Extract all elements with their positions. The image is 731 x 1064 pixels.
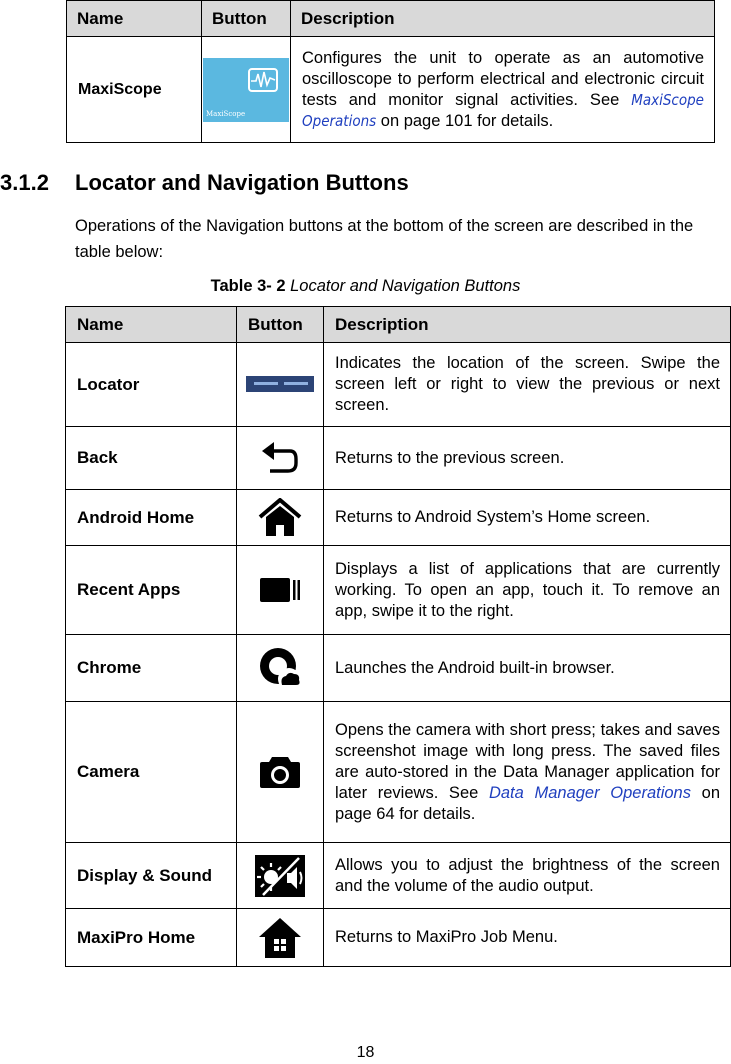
camera-icon[interactable] [259, 755, 301, 789]
row-description: Returns to the previous screen. [324, 427, 731, 490]
android-home-icon[interactable] [258, 498, 302, 538]
button-cell [237, 635, 324, 702]
row-name: Display & Sound [66, 843, 237, 909]
maxipro-home-icon[interactable] [258, 917, 302, 959]
button-cell [237, 427, 324, 490]
row-name: Camera [66, 702, 237, 843]
button-cell [237, 490, 324, 546]
table-row [66, 909, 731, 967]
row-description: Allows you to adjust the brightness of the screen and the volume of the audio output. [324, 843, 731, 909]
table-header-row [66, 307, 731, 343]
row-name: Android Home [66, 490, 237, 546]
navigation-buttons-table [65, 306, 731, 967]
row-name: MaxiScope [67, 37, 202, 143]
caption-label: Table 3- 2 [210, 277, 286, 295]
section-heading [0, 170, 409, 196]
table-caption [0, 277, 731, 296]
row-description: Returns to MaxiPro Job Menu. [324, 909, 731, 967]
row-name: Recent Apps [66, 546, 237, 635]
button-cell [237, 843, 324, 909]
data-manager-operations-link[interactable]: Data Manager Operations [488, 783, 691, 802]
locator-icon[interactable] [246, 376, 314, 392]
button-cell [237, 343, 324, 427]
apps-table [66, 0, 715, 143]
button-cell [237, 702, 324, 843]
recent-apps-icon[interactable] [260, 577, 300, 603]
column-header: Name [66, 307, 237, 343]
button-cell [202, 37, 291, 143]
row-description: Opens the camera with short press; takes and saves screenshot image with long press. The saved files are auto-stored in the Data Manager application for later reviews. See Data Manager Operations on page 64 for details. [324, 702, 731, 843]
page-number: 18 [356, 1044, 375, 1061]
table-row [66, 546, 731, 635]
caption-title: Locator and Navigation Buttons [290, 277, 521, 295]
table-row [66, 427, 731, 490]
table-row [66, 490, 731, 546]
table-row [67, 37, 715, 143]
table-row [66, 635, 731, 702]
row-name: Back [66, 427, 237, 490]
table-row [66, 702, 731, 843]
section-title: Locator and Navigation Buttons [75, 170, 409, 195]
row-description: Launches the Android built-in browser. [324, 635, 731, 702]
row-description: Returns to Android System’s Home screen. [324, 490, 731, 546]
section-intro: Operations of the Navigation buttons at the bottom of the screen are described in the table below: [75, 217, 694, 261]
maxiscope-app-icon [203, 58, 289, 122]
row-name: Chrome [66, 635, 237, 702]
table-row [66, 843, 731, 909]
column-header: Description [291, 1, 715, 37]
row-name: Locator [66, 343, 237, 427]
column-header: Button [237, 307, 324, 343]
row-description: Displays a list of applications that are currently working. To open an app, touch it. To remove an app, swipe it to the right. [324, 546, 731, 635]
maxiscope-icon-label: MaxiScope [206, 109, 246, 118]
chrome-icon[interactable] [258, 646, 302, 690]
section-number: 3.1.2 [0, 170, 49, 195]
column-header: Description [324, 307, 731, 343]
table-row [66, 343, 731, 427]
column-header: Name [67, 1, 202, 37]
display-sound-icon[interactable] [255, 855, 305, 897]
back-icon[interactable] [260, 441, 300, 475]
button-cell [237, 909, 324, 967]
row-description: Configures the unit to operate as an automotive oscilloscope to perform electrical and electronic circuit tests and monitor signal activities. See MaxiScope Operations on page 101 for details. [291, 37, 715, 143]
maxiscope-operations-link[interactable]: MaxiScope Operations [302, 90, 704, 130]
button-cell [237, 546, 324, 635]
column-header: Button [202, 1, 291, 37]
row-name: MaxiPro Home [66, 909, 237, 967]
table-header-row [67, 1, 715, 37]
row-description: Indicates the location of the screen. Swipe the screen left or right to view the previous or next screen. [324, 343, 731, 427]
